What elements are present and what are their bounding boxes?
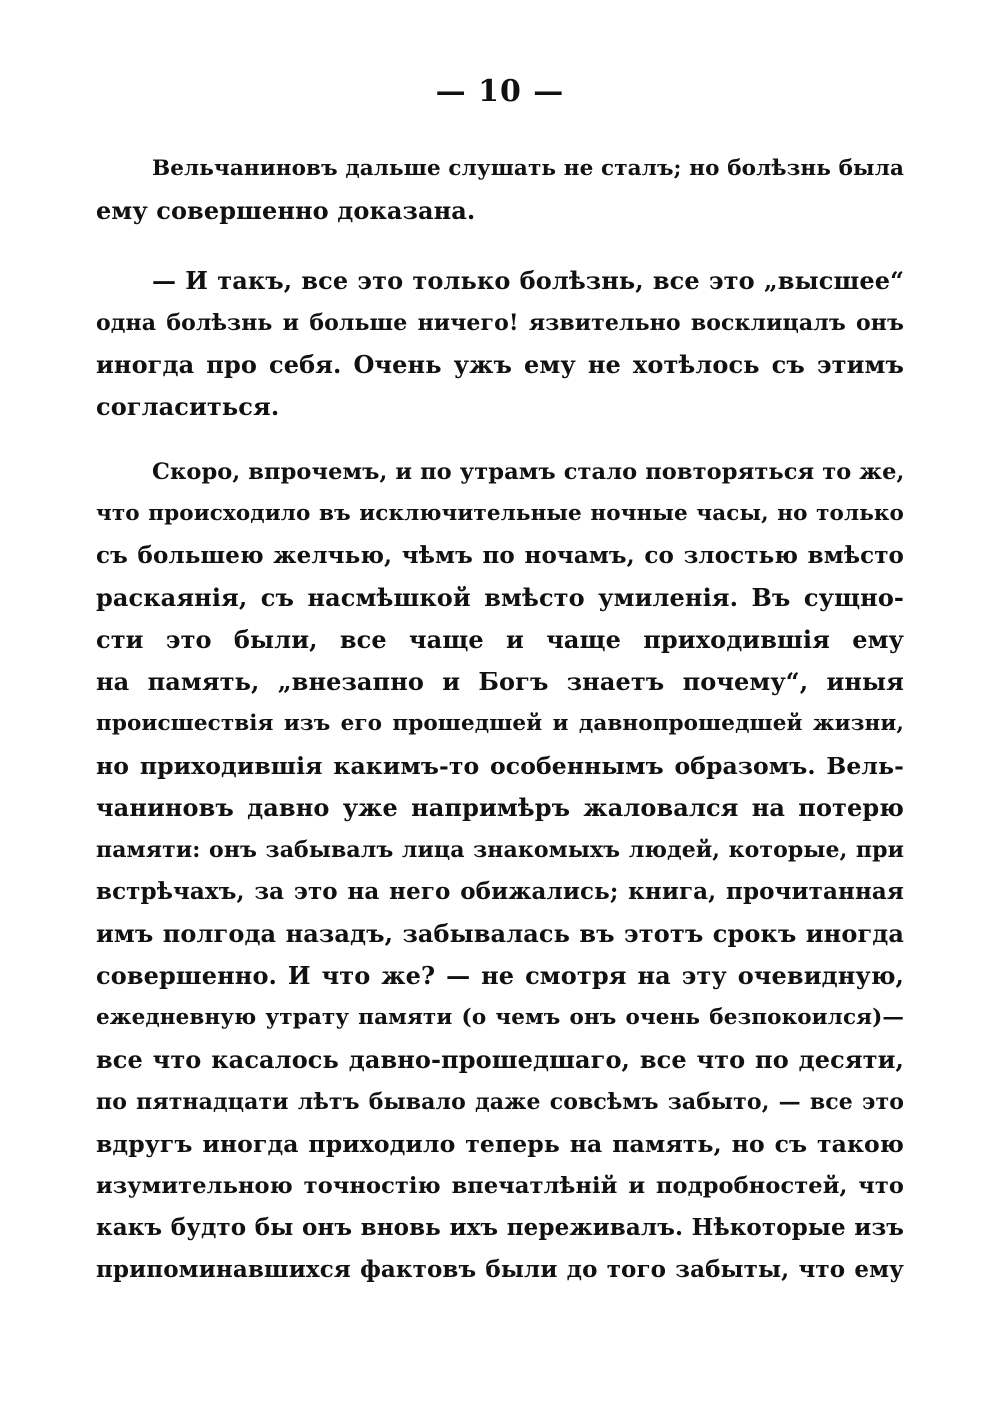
- text-line: все что касалось давно-прошедшаго, все что по десяти,: [96, 1045, 904, 1074]
- text-line: изумительною точностію впечатлѣній и подробностей, что: [96, 1173, 904, 1199]
- text-line: встрѣчахъ, за это на него обижались; книга, прочитанная: [96, 878, 904, 905]
- text-line: какъ будто бы онъ вновь ихъ переживалъ. Нѣкоторые изъ: [96, 1214, 904, 1241]
- text-line: происшествія изъ его прошедшей и давнопрошедшей жизни,: [96, 711, 904, 736]
- paragraph-2: [96, 260, 904, 428]
- text-line: Скоро, впрочемъ, и по утрамъ стало повторяться то же,: [152, 459, 904, 485]
- text-line: на память, „внезапно и Богъ знаетъ почему“, иныя: [96, 667, 904, 696]
- text-line: иногда про себя. Очень ужъ ему не хотѣлось съ этимъ: [96, 350, 904, 379]
- text-line: Вельчаниновъ дальше слушать не сталъ; но болѣзнь была: [152, 156, 904, 181]
- text-line: раскаянія, съ насмѣшкой вмѣсто умиленія. Въ сущно-: [96, 583, 904, 612]
- text-line: согласиться.: [96, 392, 280, 421]
- text-line: совершенно. И что же? — не смотря на эту очевидную,: [96, 961, 904, 990]
- text-line: одна болѣзнь и больше ничего! язвительно восклицалъ онъ: [96, 310, 904, 336]
- text-line: ему совершенно доказана.: [96, 196, 476, 225]
- page-number: — 10 —: [435, 74, 565, 109]
- paragraph-1: [96, 148, 904, 232]
- text-line: сти это были, все чаще и чаще приходившія ему: [96, 625, 904, 654]
- text-line: но приходившія какимъ-то особеннымъ образомъ. Вель-: [96, 752, 904, 780]
- text-line: ежедневную утрату памяти (о чемъ онъ очень безпокоился)—: [96, 1005, 904, 1030]
- text-line: съ большею желчью, чѣмъ по ночамъ, со злостью вмѣсто: [96, 542, 904, 569]
- text-line: чаниновъ давно уже напримѣръ жаловался на потерю: [96, 793, 904, 822]
- text-line: имъ полгода назадъ, забывалась въ этотъ срокъ иногда: [96, 919, 904, 948]
- text-line: припоминавшихся фактовъ были до того забыты, что ему: [96, 1256, 904, 1283]
- text-line: что происходило въ исключительные ночные часы, но только: [96, 501, 904, 526]
- text-line: памяти: онъ забывалъ лица знакомыхъ людей, которые, при: [96, 837, 904, 863]
- paragraph-3: [96, 451, 904, 1291]
- text-line: по пятнадцати лѣтъ бывало даже совсѣмъ забыто, — все это: [96, 1089, 904, 1115]
- text-line: — И такъ, все это только болѣзнь, все это „высшее“: [152, 266, 904, 295]
- text-line: вдругъ иногда приходило теперь на память, но съ такою: [96, 1130, 904, 1158]
